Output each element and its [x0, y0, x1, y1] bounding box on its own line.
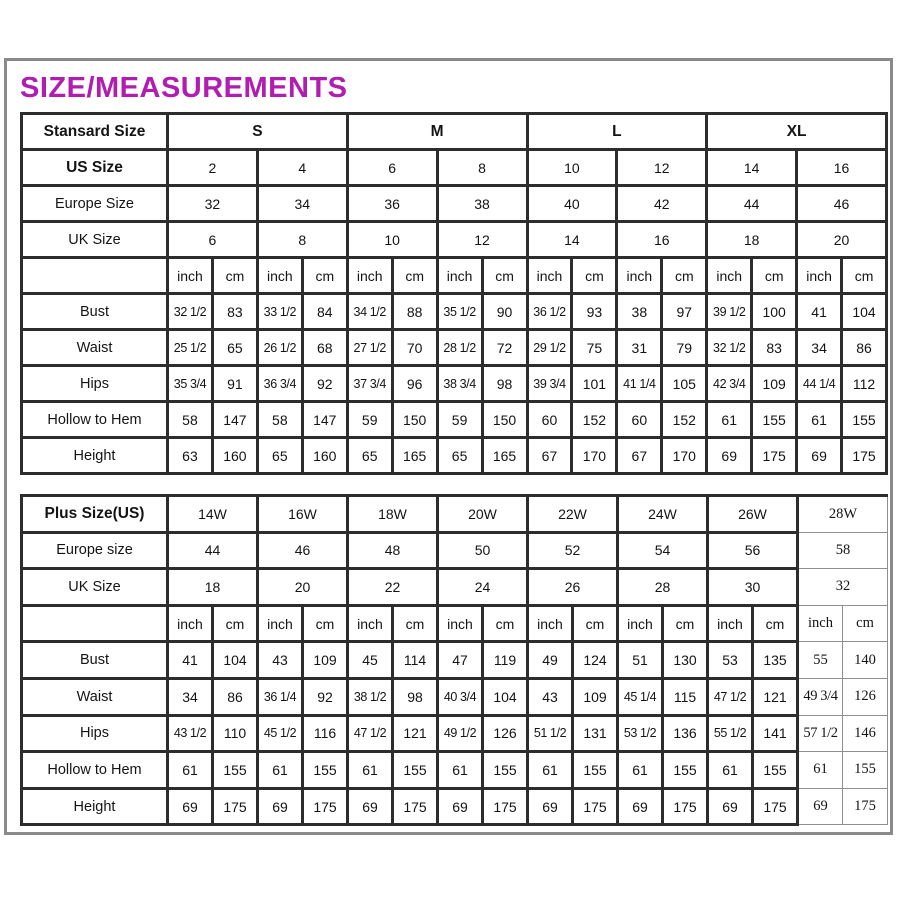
measurement-value: 45 1/2: [258, 715, 303, 752]
measurement-value: 84: [302, 294, 347, 330]
measurement-value: 175: [843, 788, 888, 825]
measurement-value: 124: [573, 642, 618, 679]
measurement-value: 65: [437, 438, 482, 474]
measurement-value: 155: [573, 752, 618, 789]
measurement-value: 36 1/4: [258, 678, 303, 715]
measurement-value: 69: [258, 788, 303, 825]
measurement-value: 34 1/2: [347, 294, 392, 330]
unit-cm-cell: cm: [482, 258, 527, 294]
size-value: 32: [798, 569, 888, 606]
measurement-value: 152: [662, 402, 707, 438]
unit-cm-cell: cm: [212, 258, 257, 294]
unit-inch-cell: inch: [168, 605, 213, 642]
measurement-value: 92: [302, 366, 347, 402]
unit-inch-cell: inch: [168, 258, 213, 294]
measurement-value: 75: [572, 330, 617, 366]
measurement-value: 170: [662, 438, 707, 474]
measurement-value: 51: [618, 642, 663, 679]
size-group-header: 24W: [618, 496, 708, 533]
measurement-value: 53 1/2: [618, 715, 663, 752]
measurement-value: 69: [708, 788, 753, 825]
measurement-value: 175: [213, 788, 258, 825]
measurement-value: 59: [437, 402, 482, 438]
measurement-value: 39 3/4: [527, 366, 572, 402]
measurement-value: 86: [842, 330, 887, 366]
measurement-value: 45: [348, 642, 393, 679]
unit-cm-cell: cm: [573, 605, 618, 642]
unit-cm-cell: cm: [393, 605, 438, 642]
unit-cm-cell: cm: [213, 605, 258, 642]
size-group-header: 16W: [258, 496, 348, 533]
row-label: Europe size: [22, 532, 168, 569]
measurement-value: 69: [707, 438, 752, 474]
measurement-value: 116: [303, 715, 348, 752]
row-label: Waist: [22, 678, 168, 715]
size-value: 52: [528, 532, 618, 569]
size-value: 32: [168, 186, 258, 222]
measurement-value: 39 1/2: [707, 294, 752, 330]
unit-inch-cell: inch: [798, 605, 843, 642]
unit-inch-cell: inch: [707, 258, 752, 294]
row-label: Bust: [22, 294, 168, 330]
measurement-value: 36 1/2: [527, 294, 572, 330]
measurement-value: 43: [258, 642, 303, 679]
size-value: 44: [707, 186, 797, 222]
measurement-value: 88: [392, 294, 437, 330]
size-value: 54: [618, 532, 708, 569]
measurement-value: 61: [348, 752, 393, 789]
row-label: Hollow to Hem: [22, 402, 168, 438]
measurement-value: 61: [707, 402, 752, 438]
measurement-value: 69: [798, 788, 843, 825]
size-value: 18: [168, 569, 258, 606]
measurement-value: 53: [708, 642, 753, 679]
size-group-header: XL: [707, 114, 887, 150]
unit-inch-cell: inch: [617, 258, 662, 294]
measurement-value: 98: [482, 366, 527, 402]
measurement-value: 79: [662, 330, 707, 366]
unit-cm-cell: cm: [302, 258, 347, 294]
unit-cm-cell: cm: [752, 258, 797, 294]
measurement-value: 121: [753, 678, 798, 715]
measurement-value: 83: [752, 330, 797, 366]
size-value: 10: [347, 222, 437, 258]
size-value: 58: [798, 532, 888, 569]
measurement-value: 65: [212, 330, 257, 366]
unit-cm-cell: cm: [572, 258, 617, 294]
measurement-value: 58: [257, 402, 302, 438]
measurement-value: 28 1/2: [437, 330, 482, 366]
measurement-value: 112: [842, 366, 887, 402]
measurement-value: 155: [303, 752, 348, 789]
measurement-value: 55 1/2: [708, 715, 753, 752]
measurement-value: 61: [798, 752, 843, 789]
row-label: UK Size: [22, 222, 168, 258]
measurement-value: 45 1/4: [618, 678, 663, 715]
measurement-value: 175: [573, 788, 618, 825]
measurement-value: 131: [573, 715, 618, 752]
measurement-value: 140: [843, 642, 888, 679]
size-value: 50: [438, 532, 528, 569]
measurement-value: 25 1/2: [168, 330, 213, 366]
measurement-value: 59: [347, 402, 392, 438]
size-value: 28: [618, 569, 708, 606]
measurement-value: 47 1/2: [348, 715, 393, 752]
row-label: Hips: [22, 366, 168, 402]
measurement-value: 31: [617, 330, 662, 366]
measurement-value: 69: [438, 788, 483, 825]
measurement-value: 41 1/4: [617, 366, 662, 402]
measurement-value: 155: [753, 752, 798, 789]
measurement-value: 121: [393, 715, 438, 752]
size-value: 20: [797, 222, 887, 258]
measurement-value: 70: [392, 330, 437, 366]
size-group-header: 20W: [438, 496, 528, 533]
size-value: 38: [437, 186, 527, 222]
size-value: 56: [708, 532, 798, 569]
measurement-value: 115: [663, 678, 708, 715]
measurement-value: 43: [528, 678, 573, 715]
size-value: 16: [797, 150, 887, 186]
measurement-value: 104: [842, 294, 887, 330]
measurement-value: 69: [168, 788, 213, 825]
table-title-cell: Plus Size(US): [22, 496, 168, 533]
measurement-value: 60: [527, 402, 572, 438]
measurement-value: 61: [618, 752, 663, 789]
measurement-value: 175: [483, 788, 528, 825]
measurement-value: 130: [663, 642, 708, 679]
size-value: 6: [347, 150, 437, 186]
size-value: 30: [708, 569, 798, 606]
row-label: US Size: [22, 150, 168, 186]
unit-cm-cell: cm: [843, 605, 888, 642]
measurement-value: 155: [393, 752, 438, 789]
measurement-value: 51 1/2: [528, 715, 573, 752]
measurement-value: 49 1/2: [438, 715, 483, 752]
measurement-value: 49 3/4: [798, 678, 843, 715]
content-frame: [4, 58, 893, 835]
empty-label-cell: [22, 258, 168, 294]
measurement-value: 26 1/2: [257, 330, 302, 366]
empty-label-cell: [22, 605, 168, 642]
measurement-value: 136: [663, 715, 708, 752]
size-value: 14: [527, 222, 617, 258]
measurement-value: 69: [528, 788, 573, 825]
measurement-value: 57 1/2: [798, 715, 843, 752]
measurement-value: 29 1/2: [527, 330, 572, 366]
size-value: 14: [707, 150, 797, 186]
measurement-value: 65: [257, 438, 302, 474]
size-value: 2: [168, 150, 258, 186]
size-value: 6: [168, 222, 258, 258]
measurement-value: 119: [483, 642, 528, 679]
measurement-value: 126: [843, 678, 888, 715]
measurement-value: 34: [168, 678, 213, 715]
measurement-value: 37 3/4: [347, 366, 392, 402]
measurement-value: 65: [347, 438, 392, 474]
measurement-value: 60: [617, 402, 662, 438]
measurement-value: 90: [482, 294, 527, 330]
measurement-value: 40 3/4: [438, 678, 483, 715]
row-label: Hollow to Hem: [22, 752, 168, 789]
measurement-value: 27 1/2: [347, 330, 392, 366]
measurement-value: 147: [302, 402, 347, 438]
measurement-value: 147: [212, 402, 257, 438]
measurement-value: 96: [392, 366, 437, 402]
measurement-value: 38 3/4: [437, 366, 482, 402]
unit-inch-cell: inch: [528, 605, 573, 642]
unit-inch-cell: inch: [527, 258, 572, 294]
size-value: 12: [437, 222, 527, 258]
size-value: 10: [527, 150, 617, 186]
measurement-value: 86: [213, 678, 258, 715]
measurement-value: 69: [797, 438, 842, 474]
row-label: Height: [22, 438, 168, 474]
unit-inch-cell: inch: [708, 605, 753, 642]
measurement-value: 43 1/2: [168, 715, 213, 752]
measurement-value: 69: [618, 788, 663, 825]
measurement-value: 152: [572, 402, 617, 438]
size-group-header: L: [527, 114, 707, 150]
measurement-value: 155: [483, 752, 528, 789]
measurement-value: 34: [797, 330, 842, 366]
measurement-value: 109: [752, 366, 797, 402]
measurement-value: 38 1/2: [348, 678, 393, 715]
measurement-value: 150: [392, 402, 437, 438]
measurement-value: 33 1/2: [257, 294, 302, 330]
unit-inch-cell: inch: [618, 605, 663, 642]
measurement-value: 104: [483, 678, 528, 715]
measurement-value: 155: [213, 752, 258, 789]
size-group-header: S: [168, 114, 348, 150]
size-value: 20: [258, 569, 348, 606]
size-value: 42: [617, 186, 707, 222]
size-value: 12: [617, 150, 707, 186]
measurement-value: 47: [438, 642, 483, 679]
measurement-value: 61: [528, 752, 573, 789]
measurement-value: 126: [483, 715, 528, 752]
measurement-value: 35 3/4: [168, 366, 213, 402]
page-title: SIZE/MEASUREMENTS: [20, 72, 348, 104]
size-value: 24: [438, 569, 528, 606]
measurement-value: 110: [213, 715, 258, 752]
size-group-header: 18W: [348, 496, 438, 533]
unit-inch-cell: inch: [797, 258, 842, 294]
measurement-value: 61: [438, 752, 483, 789]
row-label: Europe Size: [22, 186, 168, 222]
unit-cm-cell: cm: [392, 258, 437, 294]
measurement-value: 104: [213, 642, 258, 679]
size-value: 8: [257, 222, 347, 258]
table-title-cell: Stansard Size: [22, 114, 168, 150]
standard-size-table: [20, 112, 888, 475]
measurement-value: 38: [617, 294, 662, 330]
measurement-value: 155: [842, 402, 887, 438]
measurement-value: 175: [842, 438, 887, 474]
measurement-value: 32 1/2: [168, 294, 213, 330]
row-label: Height: [22, 788, 168, 825]
measurement-value: 41: [797, 294, 842, 330]
size-value: 46: [797, 186, 887, 222]
measurement-value: 160: [212, 438, 257, 474]
measurement-value: 58: [168, 402, 213, 438]
measurement-value: 155: [843, 752, 888, 789]
measurement-value: 175: [393, 788, 438, 825]
unit-inch-cell: inch: [437, 258, 482, 294]
size-value: 26: [528, 569, 618, 606]
unit-cm-cell: cm: [663, 605, 708, 642]
measurement-value: 69: [348, 788, 393, 825]
size-value: 36: [347, 186, 437, 222]
measurement-value: 42 3/4: [707, 366, 752, 402]
size-value: 46: [258, 532, 348, 569]
unit-inch-cell: inch: [348, 605, 393, 642]
measurement-value: 32 1/2: [707, 330, 752, 366]
measurement-value: 170: [572, 438, 617, 474]
measurement-value: 101: [572, 366, 617, 402]
size-value: 44: [168, 532, 258, 569]
measurement-value: 92: [303, 678, 348, 715]
unit-cm-cell: cm: [842, 258, 887, 294]
row-label: Hips: [22, 715, 168, 752]
measurement-value: 155: [663, 752, 708, 789]
measurement-value: 146: [843, 715, 888, 752]
measurement-value: 61: [258, 752, 303, 789]
measurement-value: 141: [753, 715, 798, 752]
size-value: 16: [617, 222, 707, 258]
measurement-value: 49: [528, 642, 573, 679]
size-group-header: M: [347, 114, 527, 150]
size-value: 18: [707, 222, 797, 258]
measurement-value: 41: [168, 642, 213, 679]
measurement-value: 100: [752, 294, 797, 330]
row-label: Bust: [22, 642, 168, 679]
measurement-value: 61: [708, 752, 753, 789]
measurement-value: 35 1/2: [437, 294, 482, 330]
unit-inch-cell: inch: [257, 258, 302, 294]
size-group-header: 22W: [528, 496, 618, 533]
measurement-value: 61: [168, 752, 213, 789]
size-value: 34: [257, 186, 347, 222]
measurement-value: 91: [212, 366, 257, 402]
measurement-value: 98: [393, 678, 438, 715]
measurement-value: 135: [753, 642, 798, 679]
measurement-value: 61: [797, 402, 842, 438]
measurement-value: 175: [752, 438, 797, 474]
size-value: 48: [348, 532, 438, 569]
measurement-value: 109: [573, 678, 618, 715]
measurement-value: 97: [662, 294, 707, 330]
size-group-header: 26W: [708, 496, 798, 533]
unit-inch-cell: inch: [258, 605, 303, 642]
measurement-value: 155: [752, 402, 797, 438]
measurement-value: 160: [302, 438, 347, 474]
unit-inch-cell: inch: [347, 258, 392, 294]
measurement-value: 67: [527, 438, 572, 474]
size-value: 22: [348, 569, 438, 606]
measurement-value: 165: [392, 438, 437, 474]
size-value: 40: [527, 186, 617, 222]
unit-cm-cell: cm: [483, 605, 528, 642]
measurement-value: 68: [302, 330, 347, 366]
unit-cm-cell: cm: [662, 258, 707, 294]
measurement-value: 93: [572, 294, 617, 330]
size-group-header: 28W: [798, 496, 888, 533]
measurement-value: 36 3/4: [257, 366, 302, 402]
unit-cm-cell: cm: [303, 605, 348, 642]
measurement-value: 175: [303, 788, 348, 825]
unit-cm-cell: cm: [753, 605, 798, 642]
size-value: 4: [257, 150, 347, 186]
measurement-value: 105: [662, 366, 707, 402]
row-label: Waist: [22, 330, 168, 366]
size-value: 8: [437, 150, 527, 186]
size-group-header: 14W: [168, 496, 258, 533]
measurement-value: 165: [482, 438, 527, 474]
measurement-value: 67: [617, 438, 662, 474]
measurement-value: 175: [753, 788, 798, 825]
row-label: UK Size: [22, 569, 168, 606]
measurement-value: 109: [303, 642, 348, 679]
unit-inch-cell: inch: [438, 605, 483, 642]
measurement-value: 55: [798, 642, 843, 679]
measurement-value: 114: [393, 642, 438, 679]
measurement-value: 72: [482, 330, 527, 366]
measurement-value: 47 1/2: [708, 678, 753, 715]
measurement-value: 44 1/4: [797, 366, 842, 402]
measurement-value: 150: [482, 402, 527, 438]
plus-size-table: [20, 494, 888, 826]
measurement-value: 175: [663, 788, 708, 825]
measurement-value: 83: [212, 294, 257, 330]
measurement-value: 63: [168, 438, 213, 474]
